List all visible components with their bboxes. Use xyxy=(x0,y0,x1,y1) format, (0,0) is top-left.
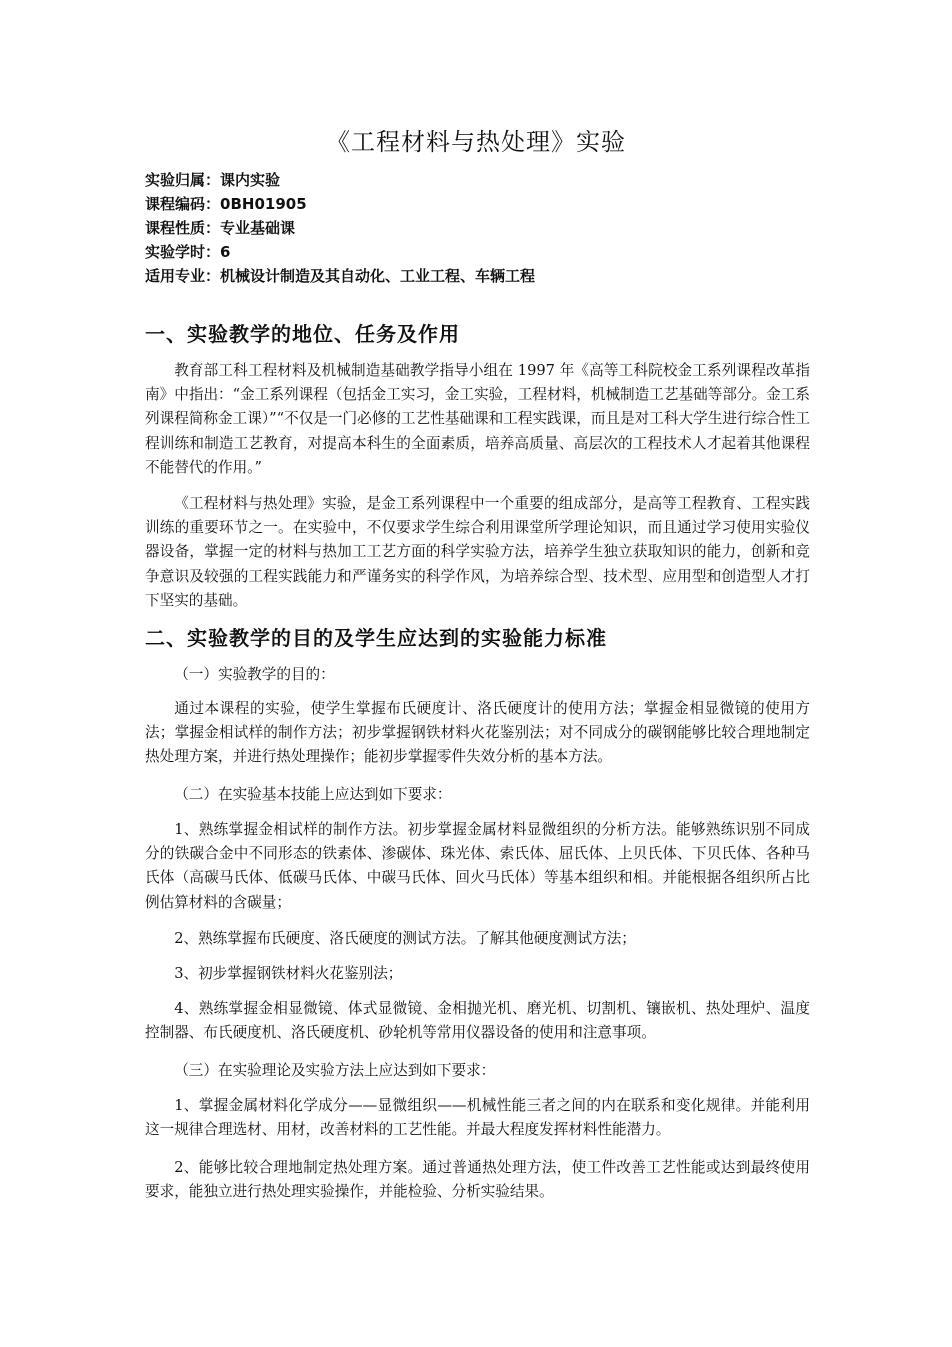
info-row xyxy=(145,168,825,192)
section-heading-2: 二、实验教学的目的及学生应达到的实验能力标准 xyxy=(145,626,607,650)
paragraph: 《工程材料与热处理》实验，是金工系列课程中一个重要的组成部分，是高等工程教育、工程实践训练的重要环节之一。在实验中，不仅要求学生综合利用课堂所学理论知识，而且通过学习使用实验仪器设备，掌握一定的材料与热加工工艺方面的科学实验方法，培养学生独立获取知识的能力，创新和竞争意识及较强的工程实践能力和严谨务实的科学作风，为培养综合型、技术型、应用型和创造型人才打下坚实的基础。 xyxy=(145,495,810,609)
info-label: 实验学时： xyxy=(145,243,221,261)
list-item: 2、能够比较合理地制定热处理方案。通过普通热处理方法，使工件改善工艺性能或达到最终使用要求，能独立进行热处理实验操作，并能检验、分析实验结果。 xyxy=(145,1159,810,1201)
info-row xyxy=(145,216,825,240)
info-value: 6 xyxy=(220,243,231,261)
subheading: （二）在实验基本技能上应达到如下要求： xyxy=(174,786,452,803)
subheading: （三）在实验理论及实验方法上应达到如下要求： xyxy=(174,1062,496,1079)
info-label: 实验归属： xyxy=(145,171,221,189)
list-item: 4、熟练掌握金相显微镜、体式显微镜、金相抛光机、磨光机、切割机、镶嵌机、热处理炉、温度控制器、布氏硬度机、洛氏硬度机、砂轮机等常用仪器设备的使用和注意事项。 xyxy=(145,1000,810,1042)
paragraph: 通过本课程的实验，使学生掌握布氏硬度计、洛氏硬度计的使用方法；掌握金相显微镜的使用方法；掌握金相试样的制作方法；初步掌握钢铁材料火花鉴别法；对不同成分的碳钢能够比较合理地制定热处理方案，并进行热处理操作；能初步掌握零件失效分析的基本方法。 xyxy=(145,700,810,766)
info-value: 课内实验 xyxy=(220,171,281,189)
list-item: 2、熟练掌握布氏硬度、洛氏硬度的测试方法。了解其他硬度测试方法； xyxy=(174,930,636,947)
paragraph: 教育部工科工程材料及机械制造基础教学指导小组在 1997 年《高等工科院校金工系列课程改革指南》中指出：“金工系列课程（包括金工实习，金工实验，工程材料，机械制造工艺基础等部分。金工系列课程简称金工课）”“不仅是一门必修的工艺性基础课和工程实践课，而且是对工科大学生进行综合性工程训练和制造工艺教育，对提高本科生的全面素质，培养高质量、高层次的工程技术人才起着其他课程不能替代的作用。” xyxy=(145,362,810,476)
info-row xyxy=(145,192,825,216)
info-row xyxy=(145,264,825,288)
info-label: 课程性质： xyxy=(145,219,221,237)
info-row xyxy=(145,240,825,264)
info-value: 机械设计制造及其自动化、工业工程、车辆工程 xyxy=(220,267,536,285)
section-heading-1: 一、实验教学的地位、任务及作用 xyxy=(145,322,460,346)
info-value: 专业基础课 xyxy=(220,219,296,237)
list-item: 1、熟练掌握金相试样的制作方法。初步掌握金属材料显微组织的分析方法。能够熟练识别不同成分的铁碳合金中不同形态的铁素体、渗碳体、珠光体、索氏体、屈氏体、上贝氏体、下贝氏体、各种马氏体（高碳马氏体、低碳马氏体、中碳马氏体、回火马氏体）等基本组织和相。并能根据各组织所占比例估算材料的含碳量； xyxy=(145,821,810,911)
list-item: 1、掌握金属材料化学成分——显微组织——机械性能三者之间的内在联系和变化规律。并能利用这一规律合理选材、用材，改善材料的工艺性能。并最大程度发挥材料性能潜力。 xyxy=(145,1097,810,1139)
course-info xyxy=(145,168,825,288)
info-value: 0BH01905 xyxy=(220,195,307,213)
subheading: （一）实验教学的目的： xyxy=(174,666,335,683)
list-item: 3、初步掌握钢铁材料火花鉴别法； xyxy=(174,965,403,982)
info-label: 课程编码： xyxy=(145,195,221,213)
document-title: 《工程材料与热处理》实验 xyxy=(326,128,626,156)
info-label: 适用专业： xyxy=(145,267,221,285)
